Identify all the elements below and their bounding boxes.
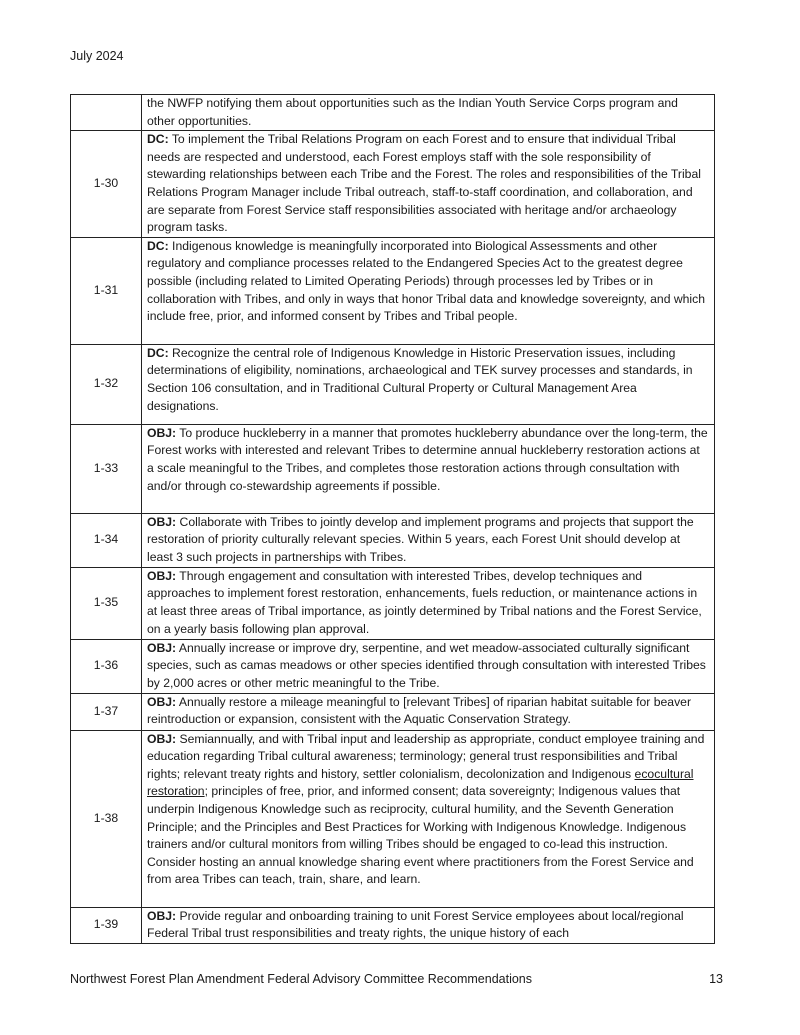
- table-row: [71, 693, 715, 730]
- row-number: 1-34: [71, 513, 142, 567]
- row-number: 1-36: [71, 639, 142, 693]
- row-text: [142, 424, 715, 513]
- row-body: Recognize the central role of Indigenous Knowledge in Historic Preservation issues, including determinations of eligibility, nominations, archaeological and TEK survey processes and standards, in Section 106 consultation, and in Traditional Cultural Property or Cultural Management Area designations.: [147, 345, 693, 413]
- row-label: DC:: [147, 345, 169, 360]
- row-number: 1-30: [71, 131, 142, 238]
- table-row: [71, 131, 715, 238]
- row-body: Collaborate with Tribes to jointly develop and implement programs and projects that support the restoration of priority culturally relevant species. Within 5 years, each Forest Unit should develop at least 3 such projects in partnerships with Tribes.: [147, 514, 694, 564]
- row-label: OBJ:: [147, 640, 177, 655]
- table-row: [71, 95, 715, 131]
- row-label: OBJ:: [147, 568, 177, 583]
- row-body: Through engagement and consultation with interested Tribes, develop techniques and approaches to implement forest restoration, enhancements, fuels reduction, or maintenance actions in at least three areas of Tribal importance, as jointly determined by Tribal nations and the Forest Service, on a yearly basis following plan approval.: [147, 568, 702, 636]
- row-body: Annually increase or improve dry, serpentine, and wet meadow-associated culturally significant species, such as camas meadows or other species identified through consultation with interested Tribes by 2,000 acres or other metric meaningful to the Tribe.: [147, 640, 706, 690]
- table-row: [71, 344, 715, 424]
- row-text: [142, 131, 715, 238]
- row-label: OBJ:: [147, 425, 177, 440]
- row-text: [142, 344, 715, 424]
- table-row: [71, 730, 715, 907]
- table-row: [71, 424, 715, 513]
- recommendations-table: [70, 94, 715, 944]
- row-number: 1-35: [71, 567, 142, 639]
- row-text: [142, 567, 715, 639]
- row-label: OBJ:: [147, 731, 177, 746]
- row-text: [142, 95, 715, 131]
- page-number: 13: [709, 972, 723, 986]
- row-body: the NWFP notifying them about opportunities such as the Indian Youth Service Corps program and other opportunities.: [147, 96, 678, 128]
- row-text: [142, 730, 715, 907]
- row-body: Provide regular and onboarding training to unit Forest Service employees about local/regional Federal Tribal trust responsibilities and treaty rights, the unique history of each: [147, 908, 684, 941]
- row-number: [71, 95, 142, 131]
- table-row: [71, 639, 715, 693]
- row-number: 1-38: [71, 730, 142, 907]
- row-text: [142, 513, 715, 567]
- row-body: Semiannually, and with Tribal input and leadership as appropriate, conduct employee training and education regarding Tribal cultural awareness; terminology; general trust responsibilities and Tribal rights; relevant treaty rights and history, settler colonialism, decolonization and Indigenous: [147, 731, 705, 781]
- row-number: 1-31: [71, 237, 142, 344]
- table-row: [71, 513, 715, 567]
- row-text: [142, 237, 715, 344]
- row-number: 1-37: [71, 693, 142, 730]
- row-text: [142, 693, 715, 730]
- row-body: To implement the Tribal Relations Program on each Forest and to ensure that individual Tribal needs are respected and understood, each Forest employs staff with the sole responsibility of stewarding relationships between each Tribe and the Forest. The roles and responsibilities of the Tribal Relations Program Manager include Tribal outreach, staff-to-staff coordination, and collaboration, and are separate from Forest Service staff responsibilities associated with heritage and/or archaeology program tasks.: [147, 132, 701, 235]
- row-number: 1-39: [71, 907, 142, 943]
- row-label: OBJ:: [147, 908, 177, 923]
- header-date: July 2024: [70, 49, 124, 63]
- row-body-continued: ; principles of free, prior, and informed consent; data sovereignty; Indigenous values that underpin Indigenous Knowledge such as reciprocity, cultural humility, and the Seventh Generation Principle; and the Principles and Best Practices for Working with Indigenous Knowledge. Indigenous trainers and/or cultural monitors from willing Tribes should be engaged to co-lead this instruction. Consider hosting an annual knowledge sharing event where practitioners from the Forest Service and from area Tribes can teach, train, share, and learn.: [147, 784, 694, 887]
- table-row: [71, 237, 715, 344]
- row-text: [142, 639, 715, 693]
- footer-title: Northwest Forest Plan Amendment Federal Advisory Committee Recommendations: [70, 972, 532, 986]
- row-number: 1-33: [71, 424, 142, 513]
- underlined-term: ecocultural restoration: [147, 766, 694, 799]
- row-label: OBJ:: [147, 694, 177, 709]
- row-label: OBJ:: [147, 514, 177, 529]
- row-number: 1-32: [71, 344, 142, 424]
- table-row: [71, 567, 715, 639]
- row-body: Indigenous knowledge is meaningfully incorporated into Biological Assessments and other regulatory and compliance processes related to the Endangered Species Act to the greatest degree possible (including related to Limited Operating Periods) through processes led by Tribes or in collaboration with Tribes, and only in ways that honor Tribal data and knowledge sovereignty, and which include free, prior, and informed consent by Tribes and Tribal people.: [147, 238, 706, 324]
- row-label: DC:: [147, 132, 169, 147]
- row-text: [142, 907, 715, 943]
- row-body: Annually restore a mileage meaningful to [relevant Tribes] of riparian habitat suitable for beaver reintroduction or expansion, consistent with the Aquatic Conservation Strategy.: [147, 694, 691, 727]
- row-label: DC:: [147, 238, 169, 253]
- table-row: [71, 907, 715, 943]
- row-body: To produce huckleberry in a manner that promotes huckleberry abundance over the long-term, the Forest works with interested and relevant Tribes to determine annual huckleberry restoration actions at a scale meaningful to the Tribes, and completes those restoration actions through consultation with and/or through co-stewardship agreements if possible.: [147, 425, 708, 493]
